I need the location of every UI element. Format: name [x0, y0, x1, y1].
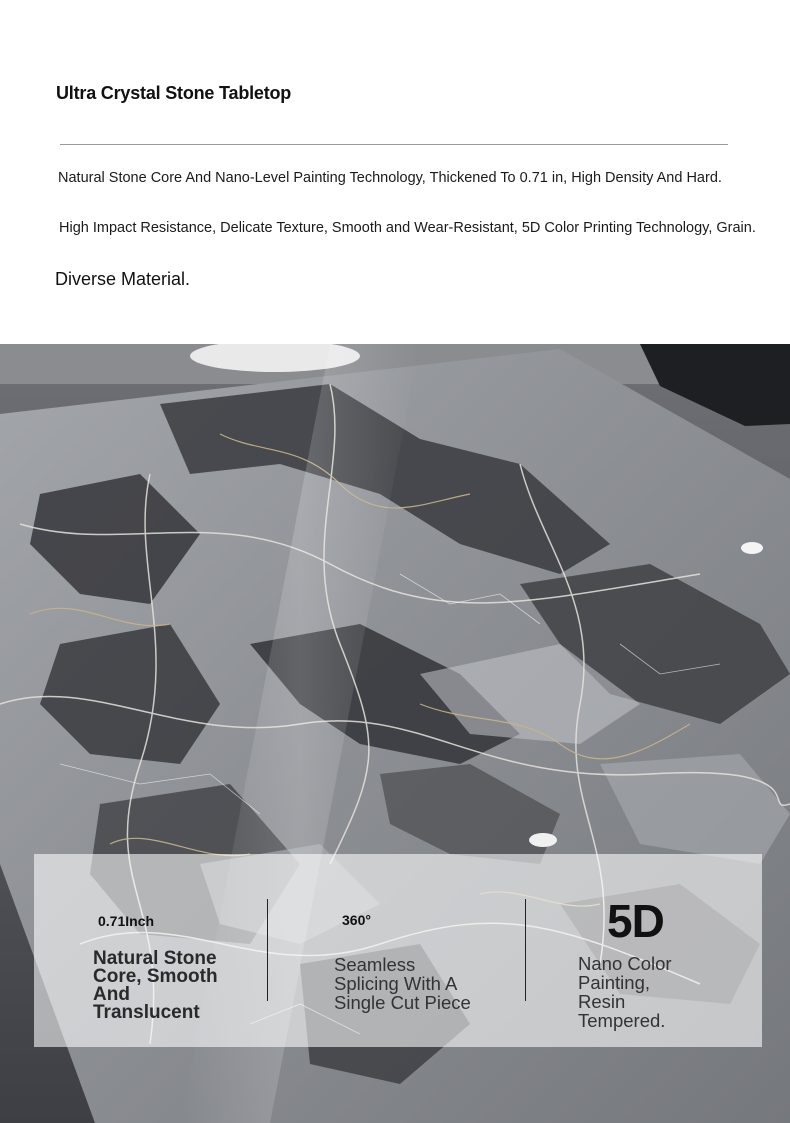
- feature-separator-1: [267, 899, 268, 1001]
- feature-thickness-desc: Natural Stone Core, Smooth And Translucent: [93, 948, 218, 1023]
- description-line-3: Diverse Material.: [55, 269, 191, 289]
- description-line-2: High Impact Resistance, Delicate Texture, Smooth and Wear-Resistant, 5D Color Printing Technology, Grain.: [59, 220, 756, 236]
- feature-thickness-label: 0.71Inch: [98, 913, 155, 929]
- page-title: Ultra Crystal Stone Tabletop: [56, 83, 292, 103]
- feature-5d-desc: Nano Color Painting, Resin Tempered.: [578, 953, 672, 1031]
- feature-5d-label: 5D: [607, 895, 664, 947]
- title-divider: [60, 144, 728, 145]
- feature-splicing-label: 360°: [342, 912, 371, 928]
- feature-separator-2: [525, 899, 526, 1001]
- description-line-1: Natural Stone Core And Nano-Level Painting Technology, Thickened To 0.71 in, High Density And Hard.: [58, 170, 722, 186]
- feature-splicing-desc: Seamless Splicing With A Single Cut Piece: [334, 954, 471, 1013]
- feature-panel: [34, 854, 762, 1047]
